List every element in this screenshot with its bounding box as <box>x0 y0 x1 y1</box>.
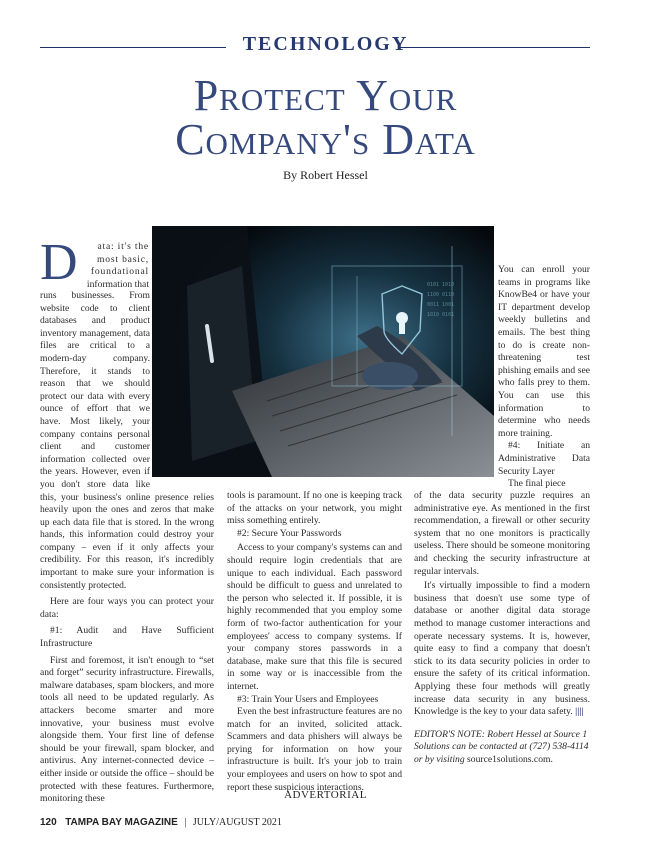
svg-text:0011 1001: 0011 1001 <box>427 302 455 308</box>
editor-site-link[interactable]: source1solutions.com. <box>467 753 553 765</box>
title-line-2: Company's Data <box>175 115 476 164</box>
end-mark: |||| <box>575 706 584 718</box>
col3-paragraph-2: of the data security puzzle requires an administrative eye. As mentioned in the first recommendation, a firewall or other security system that no one monitors is practically useless. There should be someone monitoring and checking the security infrastructure at regular intervals. <box>414 490 590 577</box>
subhead-training: #3: Train Your Users and Employees <box>237 693 379 705</box>
byline: By Robert Hessel <box>283 168 368 182</box>
column-3-lower <box>414 490 590 766</box>
col3-paragraph-2-start: The final piece <box>508 478 566 490</box>
column-1 <box>40 290 214 806</box>
editor-note-text: EDITOR'S NOTE: Robert Hessel at Source 1 Solutions can be contacted at (727) 538-4114 or by visiting <box>414 728 589 765</box>
subhead-audit: #1: Audit and Have Sufficient Infrastructure <box>40 625 214 650</box>
col2-paragraph-1: tools is paramount. If no one is keeping track of the attacks on your network, you might miss something entirely. <box>227 490 402 527</box>
col1-paragraph-3: First and foremost, it isn't enough to “set and forget” security infrastructure. Firewalls, malware databases, spam blockers, and more tools all need to be updated regularly. As attackers become smarter and more innovative, your business must evolve alongside them. Your first line of defense should be your firewall, spam blocker, and antivirus. Any internet-connected device – either inside or outside the office – should be protected with these features. Furthermore, monitoring these <box>40 654 214 805</box>
page-number: 120 <box>40 817 57 828</box>
page-footer <box>40 817 282 828</box>
col1-intro <box>75 241 149 291</box>
column-3-upper <box>498 264 590 491</box>
intro-line: foundational <box>90 266 149 278</box>
col2-paragraph-2: Access to your company's systems can and should require login credentials that are unique to each individual. Each password should be difficult to guess and unrelated to the person who selected it. If possible, it is highly recommended that you employ some form of two-factor authentication for your employees' access to company systems. If your company stores passwords in a database, make sure that this file is secured in some way or is inaccessible from the internet. <box>227 542 402 692</box>
col3-paragraph-3-text: It's virtually impossible to find a modern business that doesn't use some type of database or another digital data storage method to manage customer interactions and operate necessary systems. It is, however, quite easy to find a company that doesn't stick to its data security policies in order to ensure the safety of its critical information. Applying these four methods will greatly increase data security in any business. Knowledge is the key to your data safety. <box>414 580 590 718</box>
col3-paragraph-3 <box>414 580 590 719</box>
col2-paragraph-3: Even the best infrastructure features are no match for an invited, solicited attack. Scammers and data phishers will always be prying for information on how your infrastructure is built. It's your job to train your employees and users on how to spot and report these suspicious interactions. <box>227 706 402 793</box>
intro-line: ata: it's the <box>97 241 149 252</box>
svg-text:1100 0110: 1100 0110 <box>427 292 455 298</box>
svg-text:1010 0101: 1010 0101 <box>427 312 455 318</box>
svg-text:0101 1010: 0101 1010 <box>427 282 455 288</box>
advertorial-label: ADVERTORIAL <box>284 789 367 801</box>
drop-cap: D <box>40 234 78 291</box>
intro-line: information that <box>86 278 149 290</box>
col3-paragraph-1: You can enroll your teams in programs like KnowBe4 or have your IT department develop weekly bulletins and emails. The best thing to do is create non-threatening test phishing emails and see who falls prey to them. You can use this information to determine who needs more training. <box>498 264 590 439</box>
col1-paragraph-2: Here are four ways you can protect your data: <box>40 596 214 620</box>
subhead-passwords: #2: Secure Your Passwords <box>237 527 342 539</box>
intro-line: most basic, <box>97 253 149 265</box>
magazine-name: TAMPA BAY MAGAZINE <box>65 817 178 828</box>
title-line-1: Protect Your <box>193 71 458 120</box>
editor-note <box>414 729 590 767</box>
footer-separator: | <box>184 817 187 828</box>
column-2 <box>227 490 402 794</box>
article-title <box>0 71 651 164</box>
issue-date: JULY/AUGUST 2021 <box>192 817 282 828</box>
subhead-admin-layer: #4: Initiate an Administrative Data Security Layer <box>498 440 590 477</box>
col1-paragraph-1: runs businesses. From website code to client databases and product inventory management, data files are critical to a modern-day company. Therefore, it stands to reason that we should protect our data with every ounce of effort that we have. Most likely, your company contains personal client and customer information collected over the years. However, even if you don't store data like this, your business's online presence relies heavily upon the ones and zeros that make up each data file that is stored. In the wrong hands, this information could destroy your company – even if it only affects your credibility. For this reason, it's incredibly important to make sure your information is consistently protected. <box>40 290 214 591</box>
section-label: TECHNOLOGY <box>242 33 409 55</box>
